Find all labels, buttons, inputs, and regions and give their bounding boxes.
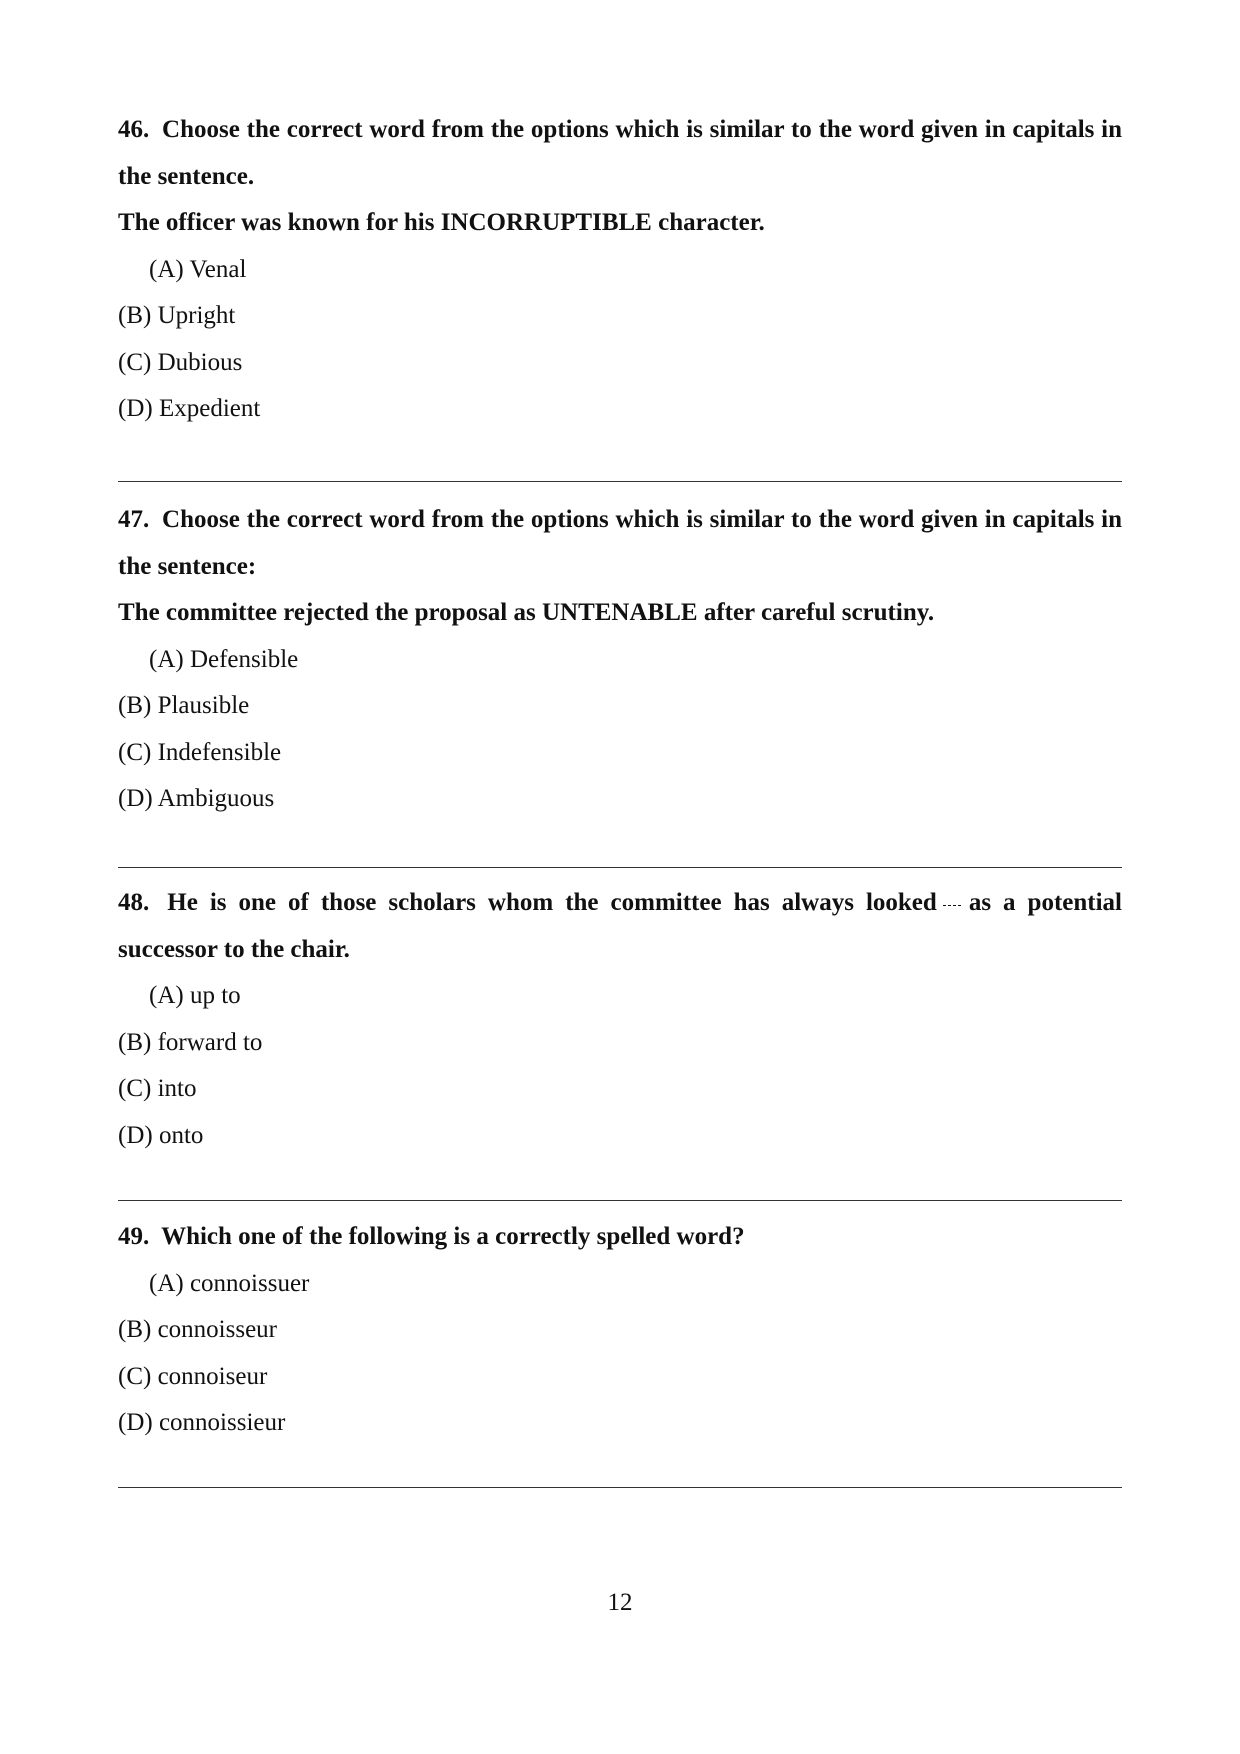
option-b: (B) Upright (118, 302, 236, 329)
question-stem (118, 107, 1122, 200)
question-text: Choose the correct word from the options which is similar to the word given in capitals in the sentence: (118, 506, 1123, 580)
divider (118, 867, 1122, 868)
question-number: 49. (118, 1223, 150, 1250)
question-stem (118, 880, 1122, 973)
divider (118, 1487, 1122, 1488)
option-c: (C) connoiseur (118, 1362, 268, 1390)
question-stem (118, 1214, 1122, 1261)
question-stem (118, 497, 1122, 590)
question-number: 47. (118, 506, 150, 533)
option-b: (B) Plausible (118, 692, 250, 719)
option-d: (D) Expedient (118, 395, 261, 422)
question-sentence: The officer was known for his INCORRUPTIBLE character. (118, 209, 765, 236)
option-a: (A) up to (149, 982, 241, 1009)
option-b: (B) connoisseur (118, 1316, 277, 1343)
question-46 (118, 107, 1122, 433)
option-c: (C) into (118, 1075, 197, 1102)
question-text: Which one of the following is a correctly spelled word? (161, 1223, 745, 1250)
option-a: (A) Defensible (149, 645, 299, 673)
page-number: 12 (607, 1589, 633, 1616)
option-a: (A) Venal (149, 255, 247, 283)
question-number: 46. (118, 116, 150, 143)
option-c: (C) Dubious (118, 348, 243, 376)
question-number: 48. (118, 889, 150, 916)
fill-in-blank (943, 904, 961, 906)
option-d: (D) onto (118, 1121, 204, 1149)
exam-page (118, 0, 1122, 1754)
question-text-before-blank: He is one of those scholars whom the committee has always looked (167, 889, 937, 916)
question-49 (118, 1214, 1122, 1447)
question-text-after-blank: as a potential successor to the chair. (118, 889, 1123, 963)
option-d: (D) connoissieur (118, 1409, 286, 1436)
question-48 (118, 880, 1122, 1159)
option-d: (D) Ambiguous (118, 785, 275, 812)
option-c: (C) Indefensible (118, 738, 282, 766)
question-sentence: The committee rejected the proposal as UNTENABLE after careful scrutiny. (118, 599, 935, 626)
option-b: (B) forward to (118, 1028, 263, 1056)
option-a: (A) connoissuer (149, 1269, 310, 1297)
question-text: Choose the correct word from the options which is similar to the word given in capitals in the sentence. (118, 116, 1123, 190)
divider (118, 481, 1122, 482)
divider (118, 1200, 1122, 1201)
question-47 (118, 497, 1122, 823)
